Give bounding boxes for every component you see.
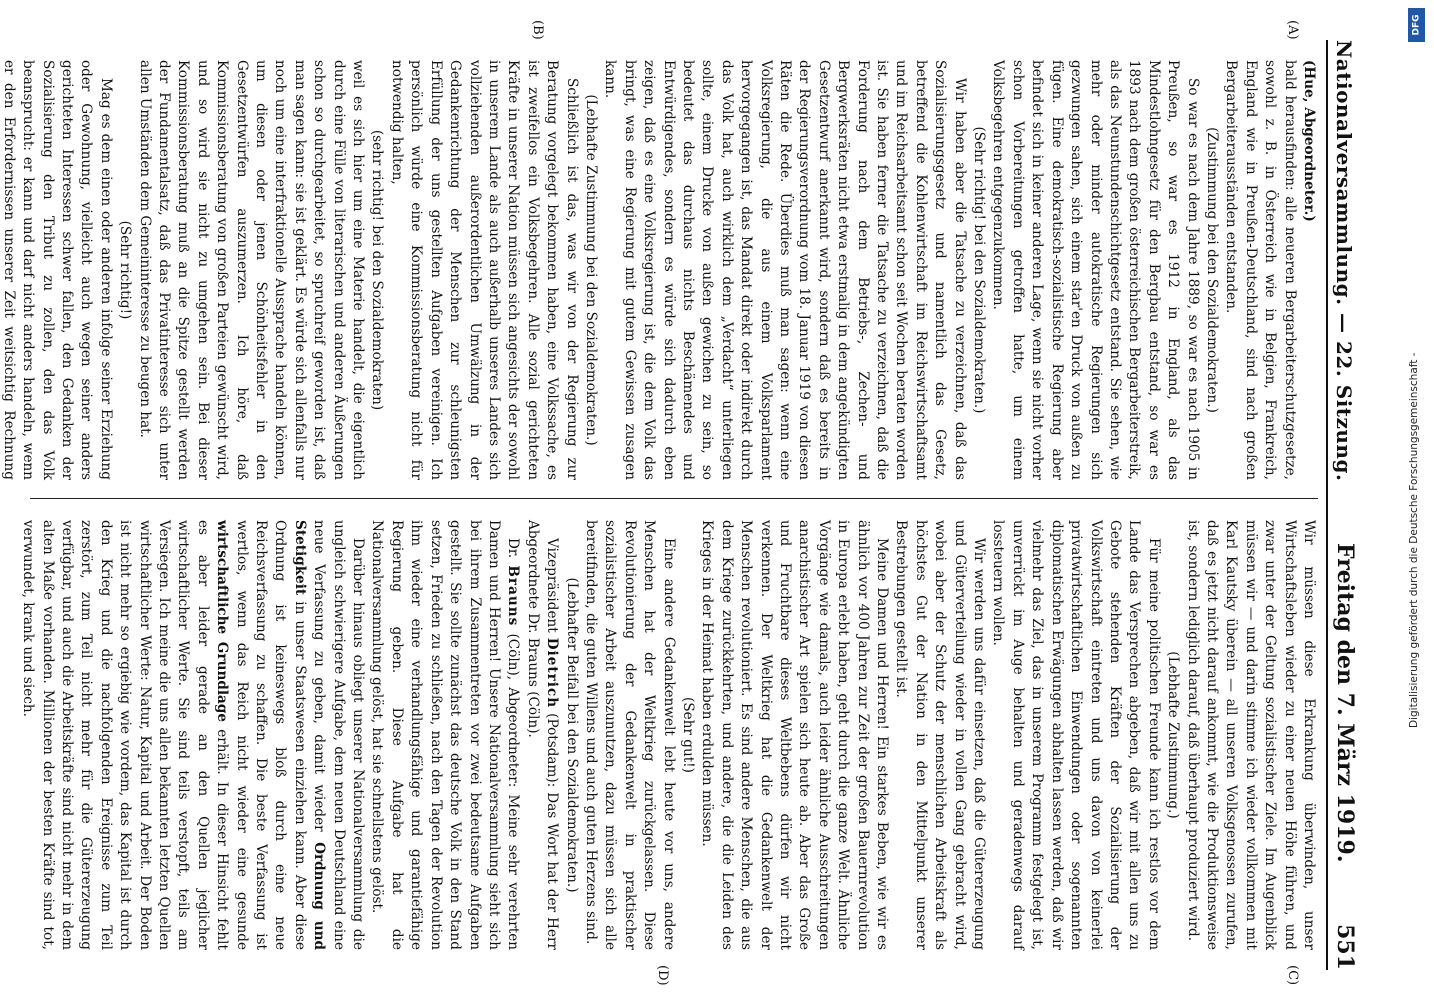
reaction: (Lebhafter Beifall bei den Sozialdemokraten.) (563, 577, 580, 893)
left-column (0, 60, 1318, 480)
margin-marker-d: (D) (655, 965, 670, 986)
reaction: (Sehr richtig!) (117, 220, 134, 320)
vizepraesident-paragraph (522, 520, 561, 950)
emphasis: wirtschaftliche Grundlage (214, 520, 231, 722)
dfg-logo-text: DFG (1411, 14, 1422, 36)
brauns-paragraph (367, 520, 522, 950)
margin-marker-b: (B) (530, 20, 545, 40)
page-number: 551 (1332, 924, 1358, 970)
speaker-name: Brauns (505, 565, 522, 627)
reaction: (Sehr richtig! bei den Sozialdemokraten.) (971, 126, 988, 414)
vp-text: (Potsdam): Das Wort hat der Herr Abgeordnete Dr. Brauns (Cöln). (524, 520, 561, 951)
digitization-credit (1406, 8, 1428, 992)
emphasis: Ordnung und Stetigkeit (291, 520, 328, 950)
reaction: (Sehr gut!) (680, 697, 696, 773)
dfg-logo (1408, 8, 1425, 42)
reaction: (Lebhafte Zustimmung.) (1165, 651, 1182, 819)
paragraph: Eine andere Gedankenwelt lebt heute vor uns, andere Menschen hat der Weltkrieg zurückgelassen. Diese Revolutionierung der Gedankenwelt in praktischer sozialistischer Arbeit auszunutzen, dazu müssen sich alle bereitfinden, die guten Willens und auch guten Herzens sind. (582, 520, 677, 950)
paragraph: Wir haben aber die Tatsache zu verzeichnen, daß das Sozialisierungsgesetz und namentlich das Gesetz, betreffend die Kohlenwirtschaft im Reichswirtschaftsamt und im Reichsarbeitsamt schon seit Wochen beraten worden ist. Sie haben ferner die Tatsache zu verzeichnen, daß die Forderung nach dem Betriebs-, Zechen- und Bergwerksräten nicht etwa erstmalig in dem angekündigten Gesetzentwurf anerkannt wird, sondern daß es bereits in der Regierungsverordnung vom 18. Januar 1919 von diesen Räten die Rede. Überdies muß man sagen: wenn eine Volksregierung, die aus einem Volksparlament hervorgegangen ist, das Mandat direkt oder indirekt durch das Volk hat, auch wirklich dem „Verdacht“ unterliegen sollte, einem Drucke von außen gewichen zu sein, so bedeutet das durchaus nichts Beschämendes und Entwürdigendes, sondern es würde sich dadurch eben zeigen, daß es eine Volksregierung ist, die dem Volk das bringt, was eine Regierung mit gutem Gewissen zusagen kann. (602, 60, 968, 480)
header-date: Freitag den 7. März 1919. (1332, 542, 1358, 863)
paragraph: bald herausfinden: alle neueren Bergarbeiterschutzgesetze, sowohl z. B. in Österreich wie in Belgien, Frankreich, England wie in Preußen-Deutschland, sind nach großen Bergarbeiterausständen entstanden. (1223, 60, 1298, 480)
paragraph-text: in unser Staatswesen einziehen kann. Aber diese Ordnung ist keineswegs bloß durch eine neue Reichsverfassung zu schaffen. Die beste Verfassung ist wertlos, wenn das Reich nicht wieder eine gesunde (233, 520, 308, 950)
paragraph-text: Darüber hinaus obliegt unserer Nationalversammlung die ungleich schwierigere Aufgabe, dem neuen Deutschland eine neue Verfassung zu geben, damit wieder (311, 520, 367, 950)
paragraph (18, 520, 367, 950)
vp-name: Dietrich (544, 637, 561, 709)
paragraph: Für meine politischen Freunde kann ich restlos vor dem Lande das Versprechen abgeben, daß wir mit allen uns zu Gebote stehenden Kräften der Sozialisierung der Volkswirtschaft eintreten und uns davon von keinerlei privatwirtschaftlichen Einwendungen oder sogenannten diplomatischen Erwägungen abhalten lassen werden, daß wir vielmehr das Ziel, das in unserem Programm festgelegt ist, unverrückt im Auge behalten und geradenwegs darauf lossteuern wollen. (990, 520, 1162, 950)
margin-marker-a: (A) (1285, 20, 1300, 40)
margin-marker-c: (C) (1285, 965, 1300, 986)
header-left: Nationalversammlung. — 22. Sitzung. (1332, 40, 1356, 482)
vp-intro: Vizepräsident (544, 538, 561, 633)
paragraph: Mag es dem einen oder anderen infolge seiner Erziehung oder Gewohnung, vielleicht auch wegen seiner anders gerichteten Interessen schwer fallen, den Gedanken der Sozialisierung den Tribut zu zollen, den das Volk beansprucht: er kann und darf nicht anders handeln, wenn er den Erfordernissen unserer Zeit weitsichtig Rechnung (0, 60, 114, 480)
paragraph: So war es nach dem Jahre 1889, so war es nach 1905 in Preußen, so war es 1912 in England, als das Mindestlohngesetz für den Bergbau entstand, so war es 1893 nach dem großen österreichischen Bergarbeiterstreik, als das Neunstundenschichtgesetz entstand. Sie sehen, wie mehr oder minder autokratische Regierungen sich gezwungen sahen, sich einem star'en Druck von außen zu fügen. Eine demokratisch-sozialistische Regierung aber befindet sich in keiner anderen Lage, wenn sie nicht vorher schon Vorbereitungen getroffen hatte, um einem Volksbegehren entgegenzukommen. (990, 60, 1201, 480)
paragraph: Meine Damen und Herren! Ein starkes Beben, wie wir es ähnlich vor 400 Jahren zur Zeit der großen Bauernrevolution in Europa erlebt haben, geht durch die ganze Welt. Ähnliche Vorgänge wie damals, auch leider ähnliche Ausschreitungen anarchistischer Art spielen sich heute ab. Aber das Große und Fruchtbare dieses Weltbebens dürfen wir nicht verkennen. Der Weltkrieg hat die Gedankenwelt der Menschen revolutioniert. Es sind andere Menschen, die aus dem Kriege zurückkehrten, und andere, die die Leiden des Krieges in der Heimat haben erdulden müssen. (699, 520, 891, 950)
paragraph: weil es sich hier um eine Materie handelt, die eigentlich durch eine Fülle von literarischen und anderen Äußerungen schon so durchgearbeitet, so spruchreif geworden ist, daß man sagen kann: sie ist geklärt. Es würde sich allenfalls nur noch um eine interfraktionelle Aussprache handeln können, um diesen oder jenen Schönheitsfehler in den Gesetzentwürfen auszumerzen. Ich höre, daß Kommissionsberatung von großen Parteien gewünscht wird, und so wird sie nicht zu umgehen sein. Bei dieser Kommissionsberatung muß an die Spitze gestellt werden der Fundamentalsatz, daß das Privatinteresse sich unter allen Umständen dem Gemeininteresse zu beugen hat. (136, 60, 367, 480)
reaction: (sehr richtig! bei den Sozialdemokraten) (369, 129, 386, 411)
right-column (20, 520, 1318, 951)
reaction: (Zustimmung bei den Sozialdemokraten.) (1203, 127, 1220, 413)
paragraph: Wir müssen diese Erkrankung überwinden, unser Wirtschaftsleben wieder zu einer neuen Höhe führen, und zwar unter der Geltung sozialistischer Ziele. Im Augenblick müssen wir — und darin stimme ich wieder vollkommen mit Karl Kautsky überein — all unseren Volksgenossen zurufen, daß es jetzt nicht darauf ankommt, wie die Produktionsweise ist, sondern lediglich darauf, daß überhaupt produziert wird. (1184, 520, 1317, 950)
page-header (1326, 40, 1372, 970)
credit-text: Digitalisierung gefördert durch die Deutsche Forschungsgemeinschaft - (1408, 352, 1420, 728)
paragraph-text: (Cöln), Abgeordneter: Meine sehr verehrten Damen und Herren! Unsere Nationalversammlung sieht sich bei ihrem Zusammentreten vor zwei bedeutsame Aufgaben gestellt. Sie sollte zunächst das deutsche Volk in den Stand setzen, Frieden zu schließen, nach den Tagen der Revolution ihm wieder eine verhandlungsfähige und garantiefähige Regierung geben. Diese Aufgabe hat die Nationalversammlung gelöst, hat sie schnellstens gelöst. (369, 520, 522, 951)
reaction: (Lebhafte Zustimmung bei den Sozialdemokraten.) (582, 94, 599, 446)
speaker-note: (Hue, Abgeordneter.) (1301, 60, 1317, 222)
column-divider (30, 498, 1318, 499)
dr-intro: Dr. (505, 538, 522, 559)
paragraph: Wir werden uns dafür einsetzen, daß die Gütererzeugung und Güterverteilung wieder in vollen Gang gebracht wird, wobei aber der Schutz der menschlichen Arbeitskraft als höchstes Gut der Nation in den Mittelpunkt unserer Bestrebungen gestellt ist. (893, 520, 988, 950)
paragraph: Schließlich ist das, was wir von der Regierung zur Beratung vorgelegt bekommen haben, eine Volkssache, es ist zweifellos ein Volksbegehren. Alle sozial gerichteten Kräfte in unserer Nation müssen sich angesichts der sowohl in unserem Lande als auch außerhalb unseres Landes sich vollziehenden außerordentlichen Umwälzung in der Gedankenrichtung der Menschen zur schleunigsten Erfüllung der uns gestellten Aufgaben vereinigen. Ich persönlich würde eine Kommissionsberatung nicht für notwendig halten, (388, 60, 580, 480)
paragraph-text: erhält. In dieser Hinsicht fehlt es aber leider gerade an den Quellen jeglicher wirtschaftlicher Werte. Sie sind teils verstopft, teils am Versiegen. Ich meine die uns allen bekannten letzten Quellen wirtschaftlicher Werte: Natur, Kapital und Arbeit. Der Boden ist nicht mehr so ergiebig wie vordem, das Kapital ist durch den Krieg und die nachfolgenden Ereignisse zum Teil zerstört, zum Teil nicht mehr für die Gütererzeugung verfügbar, und auch die Arbeitskräfte sind nicht mehr in dem alten Maße vorhanden. Millionen der besten Kräfte sind tot, verwundet, krank und siech. (20, 520, 231, 950)
